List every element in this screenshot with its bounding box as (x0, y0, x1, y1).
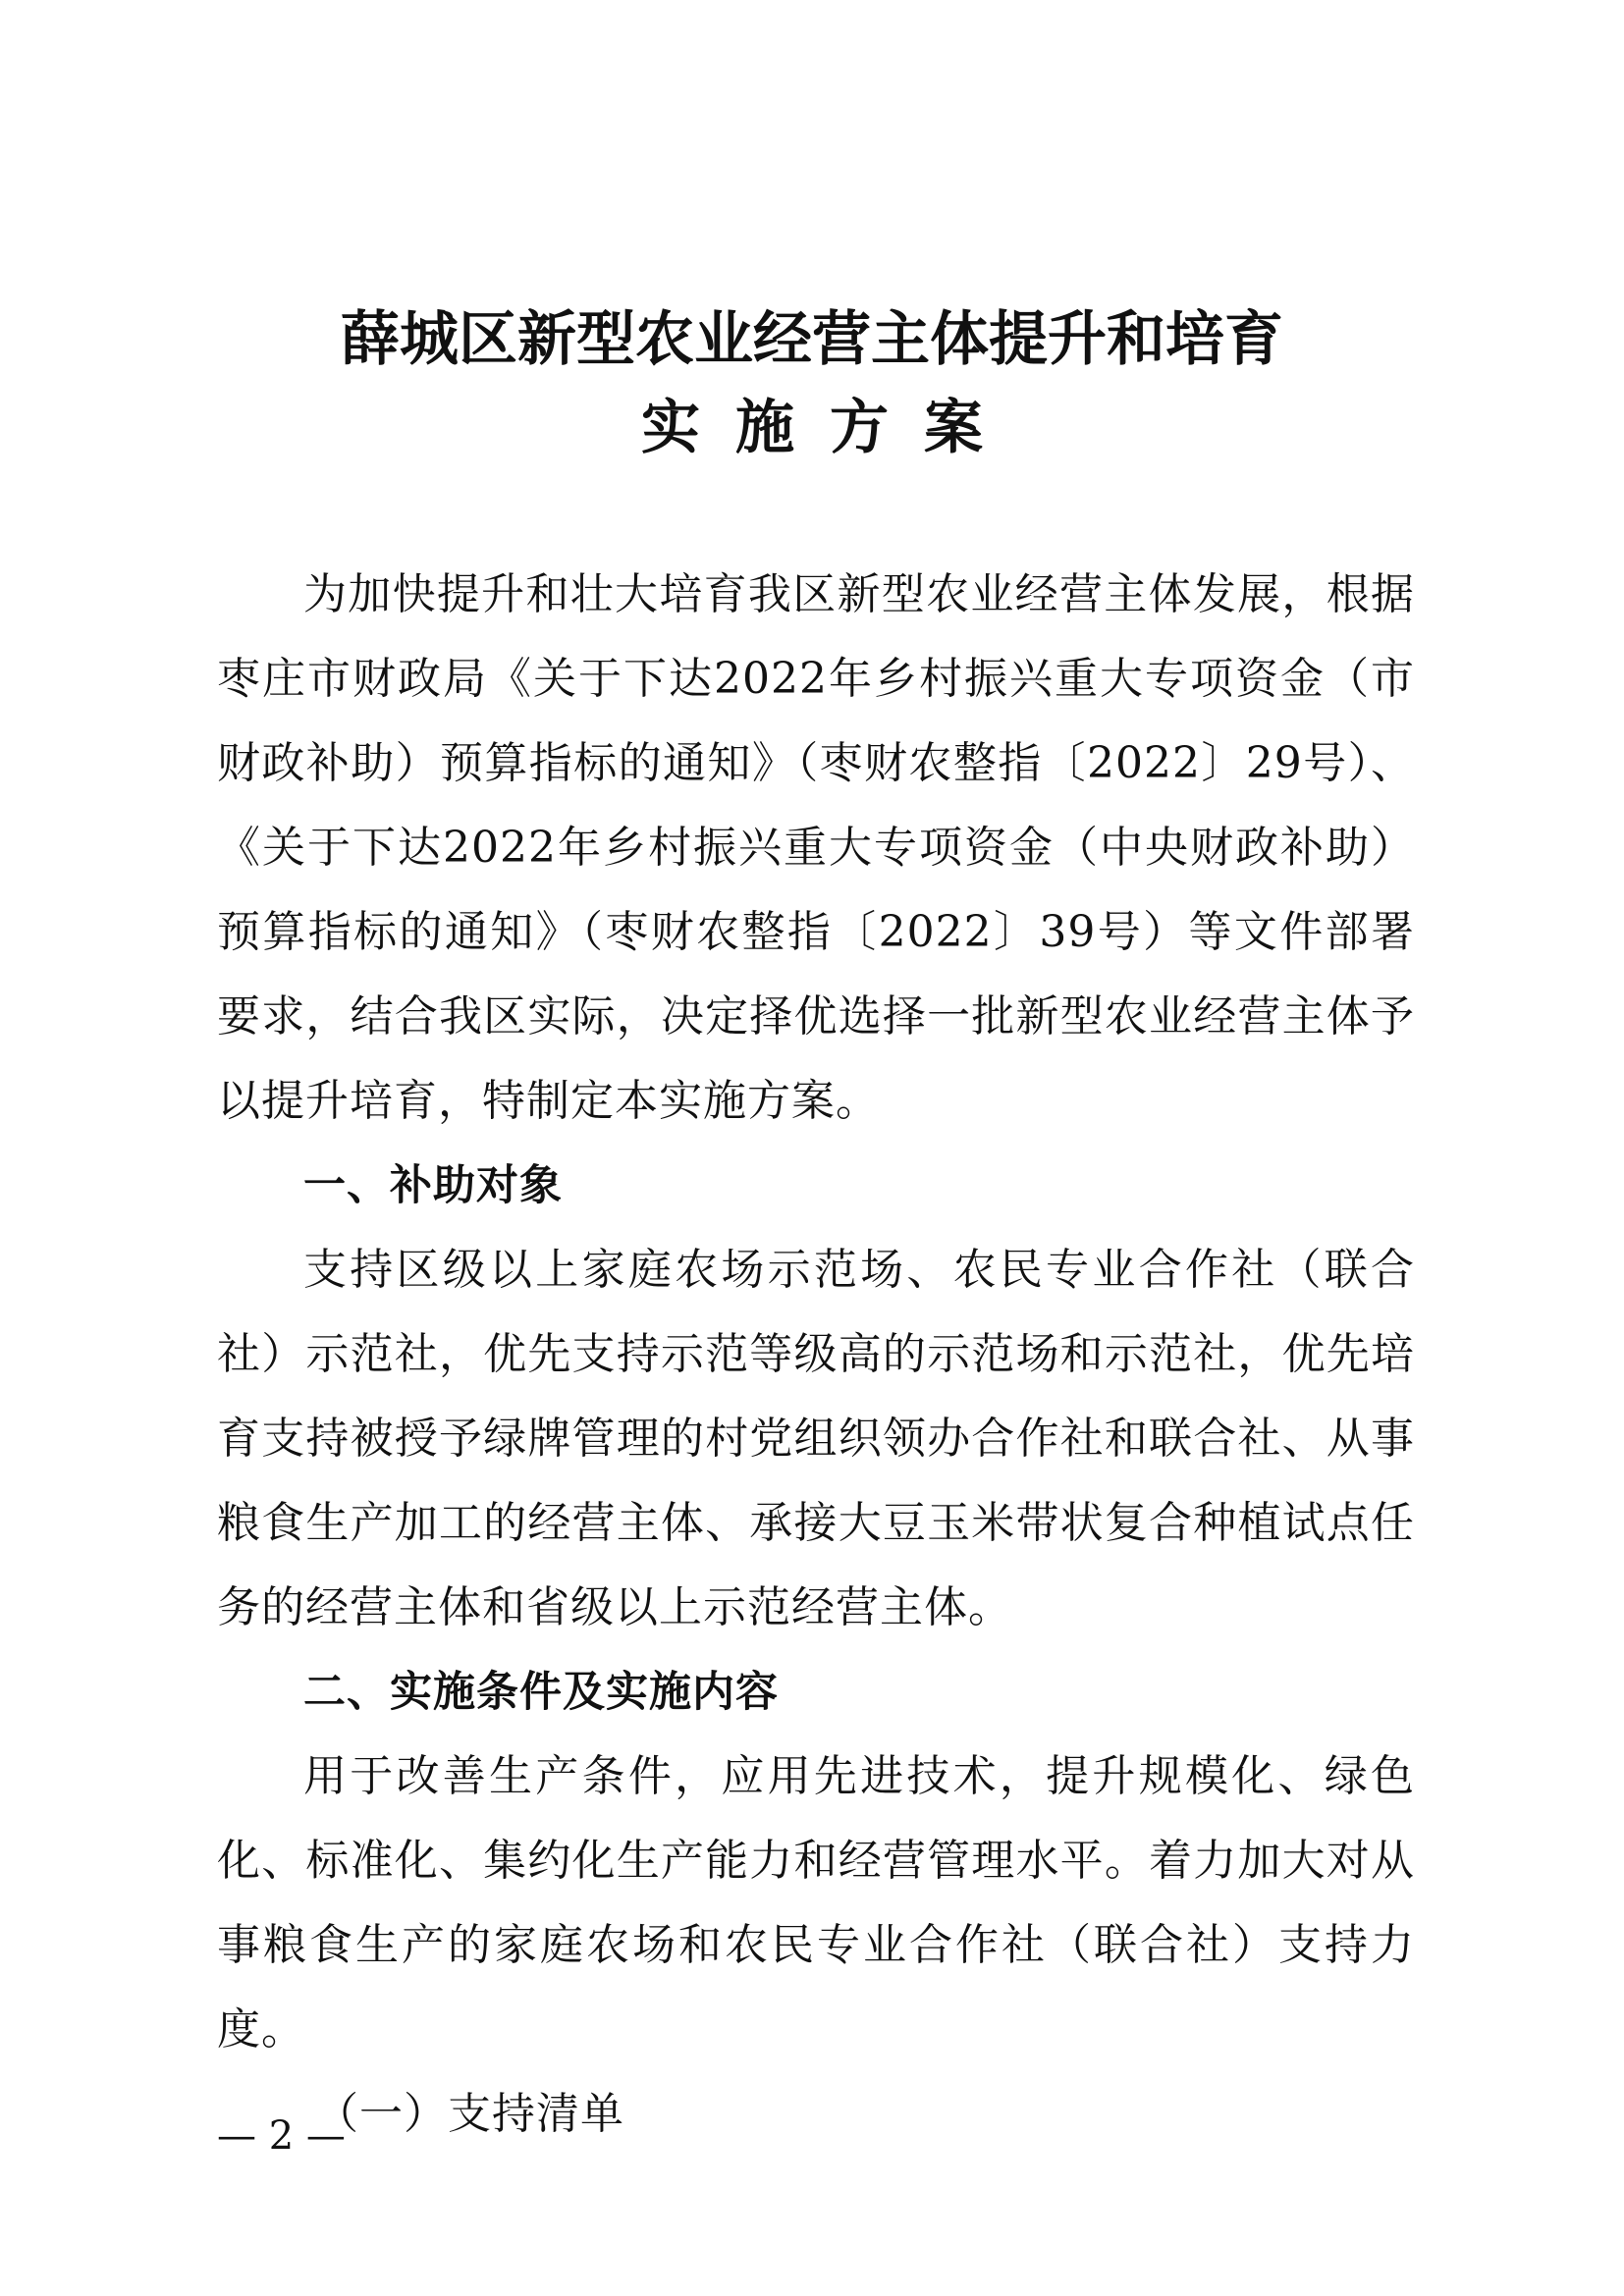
subsection1-heading: （一）支持清单 (315, 2089, 624, 2139)
section2-paragraph: 用于改善生产条件，应用先进技术，提升规模化、绿色化、标准化、集约化生产能力和经营管理水平。着力加大对从事粮食生产的家庭农场和农民专业合作社（联合社）支持力度。 (217, 1751, 1415, 2055)
intro-paragraph: 为加快提升和壮大培育我区新型农业经营主体发展，根据枣庄市财政局《关于下达2022年乡村振兴重大专项资金（市财政补助）预算指标的通知》（枣财农整指〔2022〕29号）、《关于下达2022年乡村振兴重大专项资金（中央财政补助）预算指标的通知》（枣财农整指〔2022〕39号）等文件部署要求，结合我区实际，决定择优选择一批新型农业经营主体予以提升培育，特制定本实施方案。 (217, 569, 1415, 1126)
section1-paragraph: 支持区级以上家庭农场示范场、农民专业合作社（联合社）示范社，优先支持示范等级高的示范场和示范社，优先培育支持被授予绿牌管理的村党组织领办合作社和联合社、从事粮食生产加工的经营主体、承接大豆玉米带状复合种植试点任务的经营主体和省级以上示范经营主体。 (217, 1245, 1415, 1632)
document-body (217, 553, 1415, 2157)
section1-heading: 一、补助对象 (303, 1161, 563, 1210)
document-title-line1: 薛城区新型农业经营主体提升和培育 (341, 305, 1283, 374)
page-number: — 2 — (217, 2113, 346, 2159)
section2-heading: 二、实施条件及实施内容 (303, 1668, 779, 1717)
document-title-line2: 实施方案 (641, 394, 1018, 462)
